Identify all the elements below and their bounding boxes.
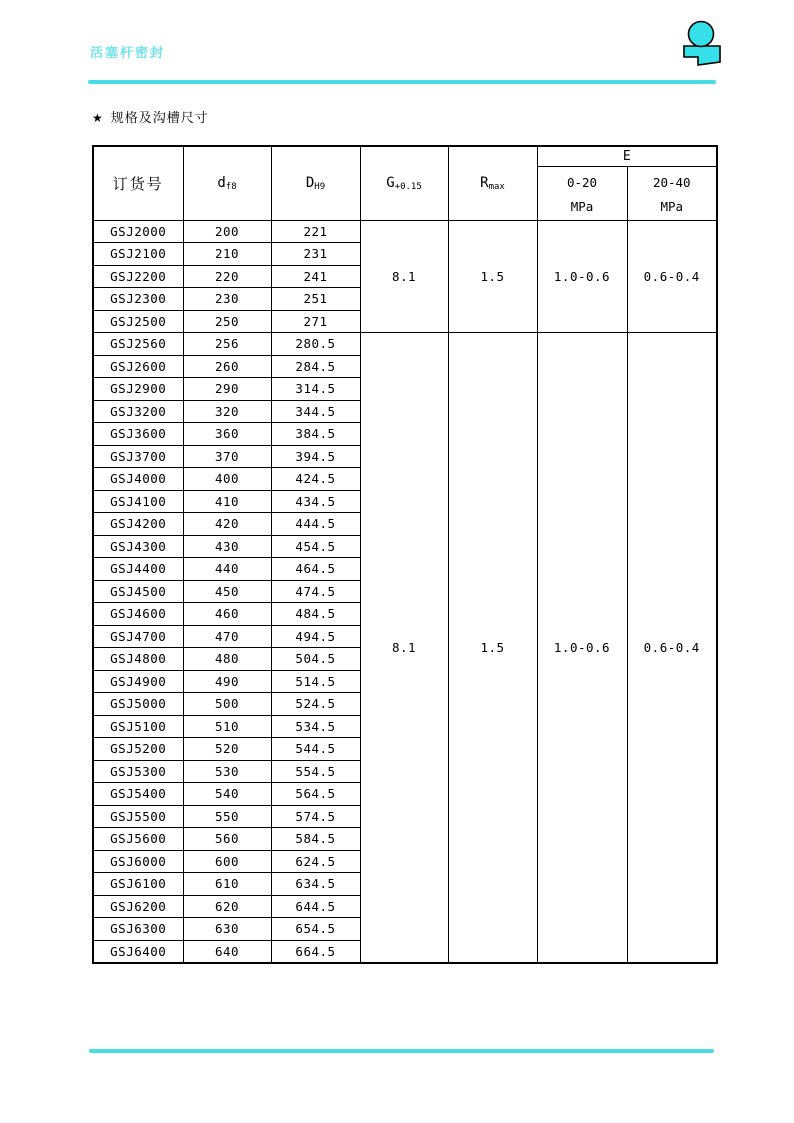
col-header-R: $R_{max}$: [448, 146, 537, 220]
D-cell: 554.5: [271, 760, 360, 783]
order-no-cell: GSJ4500: [93, 580, 183, 603]
D-cell: 454.5: [271, 535, 360, 558]
D-cell: 271: [271, 310, 360, 333]
D-cell: 664.5: [271, 940, 360, 963]
d-cell: 200: [183, 220, 271, 243]
order-no-cell: GSJ2300: [93, 288, 183, 311]
D-cell: 534.5: [271, 715, 360, 738]
D-cell: 544.5: [271, 738, 360, 761]
order-no-cell: GSJ4700: [93, 625, 183, 648]
d-cell: 360: [183, 423, 271, 446]
d-cell: 320: [183, 400, 271, 423]
order-no-cell: GSJ6100: [93, 873, 183, 896]
d-cell: 220: [183, 265, 271, 288]
d-cell: 230: [183, 288, 271, 311]
d-cell: 250: [183, 310, 271, 333]
D-cell: 251: [271, 288, 360, 311]
d-cell: 450: [183, 580, 271, 603]
order-no-cell: GSJ4400: [93, 558, 183, 581]
order-no-cell: GSJ3700: [93, 445, 183, 468]
rod-seal-logo-icon: [678, 18, 726, 70]
d-cell: 260: [183, 355, 271, 378]
order-no-cell: GSJ5000: [93, 693, 183, 716]
col-header-D: $D_{H9}$: [271, 146, 360, 220]
d-cell: 630: [183, 918, 271, 941]
g-merged-cell: 8.1: [360, 220, 448, 333]
order-no-cell: GSJ2100: [93, 243, 183, 266]
r-merged-cell: 1.5: [448, 220, 537, 333]
order-no-cell: GSJ4800: [93, 648, 183, 671]
d-cell: 480: [183, 648, 271, 671]
D-cell: 634.5: [271, 873, 360, 896]
spec-table-header: [93, 146, 717, 220]
d-cell: 210: [183, 243, 271, 266]
order-no-cell: GSJ4900: [93, 670, 183, 693]
D-cell: 564.5: [271, 783, 360, 806]
D-cell: 574.5: [271, 805, 360, 828]
order-no-cell: GSJ2600: [93, 355, 183, 378]
D-cell: 384.5: [271, 423, 360, 446]
spec-table: [92, 145, 718, 964]
order-no-cell: GSJ2200: [93, 265, 183, 288]
D-cell: 494.5: [271, 625, 360, 648]
D-cell: 644.5: [271, 895, 360, 918]
d-cell: 410: [183, 490, 271, 513]
col-header-d: $d_{f8}$: [183, 146, 271, 220]
d-cell: 400: [183, 468, 271, 491]
order-no-cell: GSJ6200: [93, 895, 183, 918]
col-header-e-high: 20-40 MPa: [627, 166, 717, 220]
d-cell: 600: [183, 850, 271, 873]
D-cell: 241: [271, 265, 360, 288]
table-row: [93, 220, 717, 243]
page-header-title: 活塞杆密封: [90, 46, 166, 61]
D-cell: 444.5: [271, 513, 360, 536]
order-no-cell: GSJ4100: [93, 490, 183, 513]
order-no-cell: GSJ4200: [93, 513, 183, 536]
col-header-e-low: 0-20 MPa: [537, 166, 627, 220]
d-cell: 256: [183, 333, 271, 356]
section-title: [92, 107, 209, 126]
col-header-order-no: 订货号: [93, 146, 183, 220]
table-row: [93, 333, 717, 356]
d-cell: 520: [183, 738, 271, 761]
d-cell: 460: [183, 603, 271, 626]
d-cell: 440: [183, 558, 271, 581]
D-cell: 221: [271, 220, 360, 243]
D-cell: 524.5: [271, 693, 360, 716]
D-cell: 484.5: [271, 603, 360, 626]
D-cell: 624.5: [271, 850, 360, 873]
D-cell: 231: [271, 243, 360, 266]
order-no-cell: GSJ5600: [93, 828, 183, 851]
D-cell: 424.5: [271, 468, 360, 491]
d-cell: 550: [183, 805, 271, 828]
d-cell: 370: [183, 445, 271, 468]
d-cell: 490: [183, 670, 271, 693]
D-cell: 344.5: [271, 400, 360, 423]
r-merged-cell: 1.5: [448, 333, 537, 963]
d-cell: 430: [183, 535, 271, 558]
d-cell: 560: [183, 828, 271, 851]
D-cell: 284.5: [271, 355, 360, 378]
d-cell: 470: [183, 625, 271, 648]
order-no-cell: GSJ5300: [93, 760, 183, 783]
order-no-cell: GSJ2500: [93, 310, 183, 333]
e-low-merged-cell: 1.0-0.6: [537, 333, 627, 963]
order-no-cell: GSJ5200: [93, 738, 183, 761]
order-no-cell: GSJ3200: [93, 400, 183, 423]
section-title-text: 规格及沟槽尺寸: [110, 111, 209, 126]
spec-table-body: [93, 220, 717, 963]
col-header-G: $G_{+0.15}$: [360, 146, 448, 220]
order-no-cell: GSJ2560: [93, 333, 183, 356]
d-cell: 510: [183, 715, 271, 738]
order-no-cell: GSJ6400: [93, 940, 183, 963]
d-cell: 420: [183, 513, 271, 536]
d-cell: 540: [183, 783, 271, 806]
order-no-cell: GSJ2000: [93, 220, 183, 243]
d-cell: 610: [183, 873, 271, 896]
order-no-cell: GSJ5400: [93, 783, 183, 806]
D-cell: 434.5: [271, 490, 360, 513]
footer-divider-line: [89, 1049, 714, 1053]
d-cell: 500: [183, 693, 271, 716]
e-high-merged-cell: 0.6-0.4: [627, 333, 717, 963]
g-merged-cell: 8.1: [360, 333, 448, 963]
order-no-cell: GSJ4600: [93, 603, 183, 626]
D-cell: 584.5: [271, 828, 360, 851]
d-cell: 620: [183, 895, 271, 918]
D-cell: 464.5: [271, 558, 360, 581]
D-cell: 280.5: [271, 333, 360, 356]
D-cell: 314.5: [271, 378, 360, 401]
header-divider-line: [88, 80, 716, 84]
star-icon: ★: [92, 111, 104, 125]
D-cell: 474.5: [271, 580, 360, 603]
e-high-merged-cell: 0.6-0.4: [627, 220, 717, 333]
D-cell: 514.5: [271, 670, 360, 693]
col-header-e-group: E: [537, 146, 717, 166]
D-cell: 504.5: [271, 648, 360, 671]
order-no-cell: GSJ6300: [93, 918, 183, 941]
D-cell: 394.5: [271, 445, 360, 468]
order-no-cell: GSJ5500: [93, 805, 183, 828]
order-no-cell: GSJ5100: [93, 715, 183, 738]
order-no-cell: GSJ3600: [93, 423, 183, 446]
d-cell: 530: [183, 760, 271, 783]
e-low-merged-cell: 1.0-0.6: [537, 220, 627, 333]
d-cell: 640: [183, 940, 271, 963]
order-no-cell: GSJ6000: [93, 850, 183, 873]
order-no-cell: GSJ2900: [93, 378, 183, 401]
order-no-cell: GSJ4000: [93, 468, 183, 491]
order-no-cell: GSJ4300: [93, 535, 183, 558]
d-cell: 290: [183, 378, 271, 401]
D-cell: 654.5: [271, 918, 360, 941]
